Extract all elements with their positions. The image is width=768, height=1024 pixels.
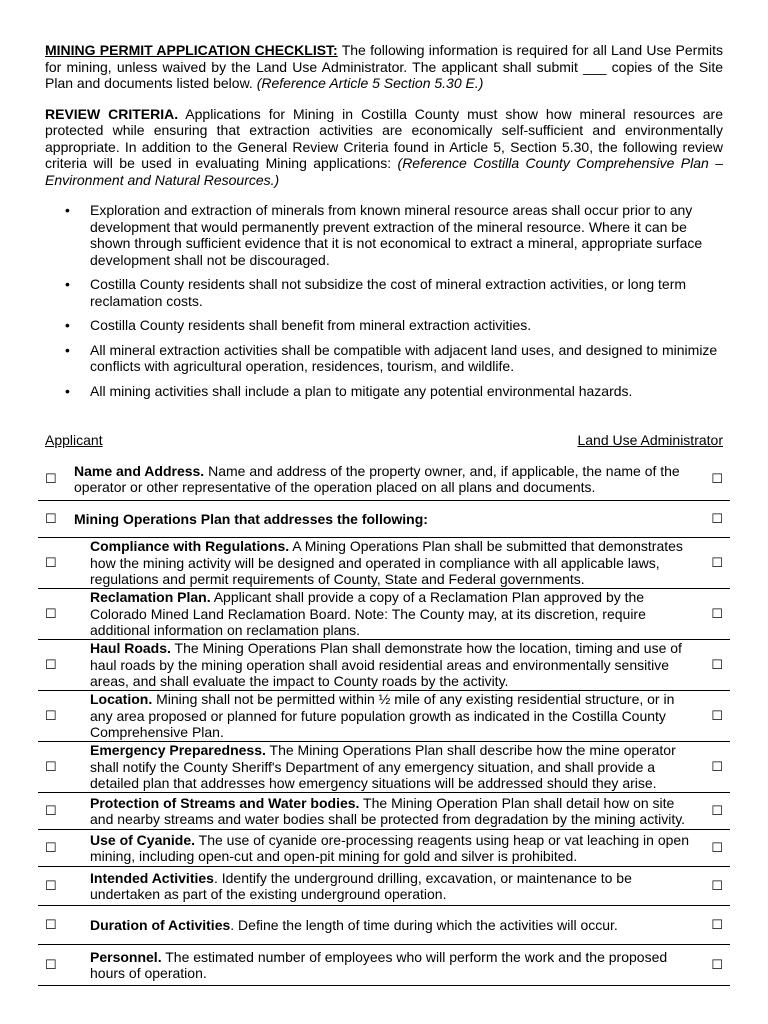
column-headers [45, 432, 723, 450]
criteria-item: • All mineral extraction activities shall be compatible with adjacent land uses, and designed to minimize conflicts with agricultural operation, residences, tourism, and wildlife. [65, 341, 718, 374]
checklist-row-intended-activities: ☐ Intended Activities. Identify the underground drilling, excavation, or maintenance to be undertaken as part of the existing underground operation. ☐ [38, 867, 730, 906]
applicant-checkbox-icon[interactable]: ☐ [45, 605, 57, 621]
review-text: Applications for Mining in Costilla County must show how mineral resources are protected while ensuring that extraction activities are economically self-sufficient and environmentally appropriate. In addition to the General Review Criteria found in Article 5, Section 5.30, the following review criteria will be used in evaluating Mining applications: [45, 105, 723, 171]
administrator-checkbox-icon[interactable]: ☐ [711, 956, 723, 972]
intro-text: The following information is required for all Land Use Permits for mining, unless waived by the Land Use Administrator. The applicant shall submit ___ copies of the Site Plan and documents listed below. [45, 42, 723, 91]
administrator-checkbox-icon[interactable]: ☐ [711, 758, 723, 774]
administrator-checkbox-icon[interactable]: ☐ [711, 839, 723, 855]
bullet-icon: • [65, 341, 70, 358]
bullet-icon: • [65, 317, 70, 333]
checklist-row-personnel: ☐ Personnel. The estimated number of employees who will perform the work and the proposed hours of operation. ☐ [38, 945, 730, 986]
administrator-checkbox-icon[interactable]: ☐ [711, 802, 723, 818]
checklist-row-emergency: ☐ Emergency Preparedness. The Mining Operations Plan shall describe how the mine operator shall notify the County Sheriff's Department of any emergency situation, and shall provide a detailed plan that addresses how emergency situations will be addressed should they arise. ☐ [38, 742, 730, 793]
applicant-checkbox-icon[interactable]: ☐ [45, 877, 57, 893]
applicant-checkbox-icon[interactable]: ☐ [45, 916, 57, 932]
administrator-checkbox-icon[interactable]: ☐ [711, 510, 723, 526]
review-reference: (Reference Costilla County Comprehensive Plan – Environment and Natural Resources.) [45, 155, 723, 188]
checklist-row-reclamation: ☐ Reclamation Plan. Applicant shall provide a copy of a Reclamation Plan approved by the Colorado Mined Land Reclamation Board. Note: The County may, at its discretion, require additional information on reclamation plans. ☐ [38, 589, 730, 640]
checklist-row-haul-roads: ☐ Haul Roads. The Mining Operations Plan shall demonstrate how the location, timing and use of haul roads by the mining operation shall avoid residential areas and environmentally sensitive areas, and shall evaluate the impact to County roads by the activity. ☐ [38, 640, 730, 691]
applicant-checkbox-icon[interactable]: ☐ [45, 956, 57, 972]
applicant-checkbox-icon[interactable]: ☐ [45, 758, 57, 774]
applicant-checkbox-icon[interactable]: ☐ [45, 707, 57, 723]
checklist-row-streams: ☐ Protection of Streams and Water bodies. The Mining Operation Plan shall detail how on site and nearby streams and water bodies shall be protected from degradation by the mining activity. ☐ [38, 793, 730, 830]
applicant-column-label: Applicant [45, 432, 103, 448]
review-heading: REVIEW CRITERIA. [45, 105, 179, 122]
intro-heading: MINING PERMIT APPLICATION CHECKLIST: [45, 42, 338, 58]
checklist-row-compliance: ☐ Compliance with Regulations. A Mining Operations Plan shall be submitted that demonstrates how the mining activity will be designed and operated in compliance with all applicable laws, regulations and permit requirements of County, State and Federal governments. ☐ [38, 538, 730, 589]
checklist-row-duration: ☐ Duration of Activities. Define the length of time during which the activities will occur. ☐ [38, 906, 730, 945]
review-paragraph [45, 106, 723, 189]
criteria-list [45, 202, 723, 399]
checklist-row-cyanide: ☐ Use of Cyanide. The use of cyanide ore-processing reagents using heap or vat leaching in open mining, including open-cut and open-pit mining for gold and silver is prohibited. ☐ [38, 830, 730, 867]
checklist-row-name-address: ☐ Name and Address. Name and address of the property owner, and, if applicable, the name of the operator or other representative of the operation placed on all plans and documents. ☐ [38, 458, 730, 501]
intro-paragraph [45, 42, 723, 92]
checklist-row-location: ☐ Location. Mining shall not be permitted within ½ mile of any existing residential structure, or in any area proposed or planned for future population growth as indicated in the Costilla County Comprehensive Plan. ☐ [38, 691, 730, 742]
checklist-table [38, 458, 730, 986]
bullet-icon: • [65, 382, 70, 399]
applicant-checkbox-icon[interactable]: ☐ [45, 554, 57, 570]
applicant-checkbox-icon[interactable]: ☐ [45, 470, 57, 486]
administrator-column-label: Land Use Administrator [577, 432, 723, 448]
criteria-item: • Costilla County residents shall not subsidize the cost of mineral extraction activities, or long term reclamation costs. [65, 276, 687, 309]
criteria-item: • All mining activities shall include a plan to mitigate any potential environmental hazards. [65, 382, 633, 399]
bullet-icon: • [65, 276, 70, 292]
intro-reference: (Reference Article 5 Section 5.30 E.) [256, 75, 484, 91]
applicant-checkbox-icon[interactable]: ☐ [45, 510, 57, 526]
administrator-checkbox-icon[interactable]: ☐ [711, 656, 723, 672]
criteria-item: • Costilla County residents shall benefit from mineral extraction activities. [65, 317, 532, 333]
administrator-checkbox-icon[interactable]: ☐ [711, 707, 723, 723]
applicant-checkbox-icon[interactable]: ☐ [45, 802, 57, 818]
administrator-checkbox-icon[interactable]: ☐ [711, 605, 723, 621]
document-body [45, 42, 723, 407]
applicant-checkbox-icon[interactable]: ☐ [45, 839, 57, 855]
applicant-checkbox-icon[interactable]: ☐ [45, 656, 57, 672]
administrator-checkbox-icon[interactable]: ☐ [711, 554, 723, 570]
administrator-checkbox-icon[interactable]: ☐ [711, 877, 723, 893]
criteria-item: • Exploration and extraction of minerals from known mineral resource areas shall occur prior to any development that would permanently prevent extraction of the mineral resource. Where it can be shown through sufficient evidence that it is not economical to extract a mineral, appropriate surface development shall not be discouraged. [65, 202, 703, 268]
checklist-row-operations-plan: ☐ Mining Operations Plan that addresses the following: ☐ [38, 501, 730, 538]
administrator-checkbox-icon[interactable]: ☐ [711, 470, 723, 486]
administrator-checkbox-icon[interactable]: ☐ [711, 916, 723, 932]
bullet-icon: • [65, 202, 70, 218]
